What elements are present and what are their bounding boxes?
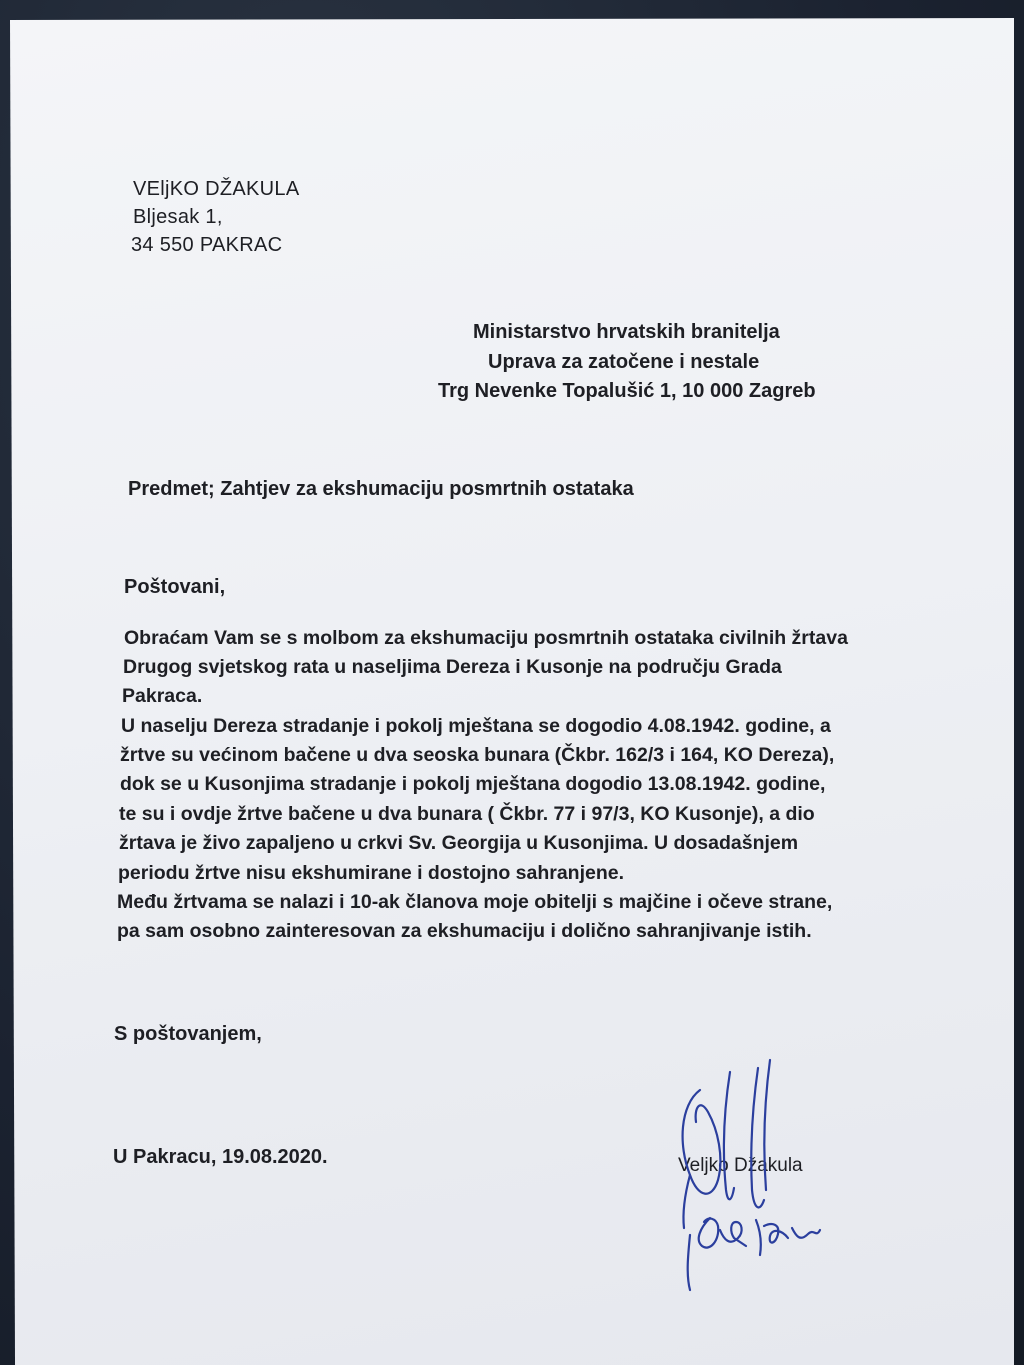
- body-line: Među žrtvama se nalazi i 10-ak članova moje obitelji s majčine i očeve strane,: [117, 891, 833, 913]
- body-line: periodu žrtve nisu ekshumirane i dostojno sahranjene.: [118, 862, 625, 884]
- body-line: te su i ovdje žrtve bačene u dva bunara ( Čkbr. 77 i 97/3, KO Kusonje), a dio: [119, 803, 815, 825]
- salutation: Poštovani,: [124, 576, 226, 598]
- body-line: U naselju Dereza stradanje i pokolj mještana se dogodio 4.08.1942. godine, a: [121, 715, 831, 737]
- body-line: pa sam osobno zainteresovan za ekshumaciju i dolično sahranjivanje istih.: [117, 920, 812, 942]
- letter-subject: Predmet; Zahtjev za ekshumaciju posmrtnih ostataka: [128, 478, 634, 500]
- place-date: U Pakracu, 19.08.2020.: [113, 1146, 328, 1168]
- body-line: žrtve su većinom bačene u dva seoska bunara (Čkbr. 162/3 i 164, KO Dereza),: [120, 744, 835, 766]
- sender-street: Bljesak 1,: [133, 206, 223, 228]
- signature-printed-name: Veljko Džakula: [678, 1155, 803, 1176]
- body-line: žrtava je živo zapaljeno u crkvi Sv. Georgija u Kusonjima. U dosadašnjem: [119, 832, 799, 854]
- recipient-ministry: Ministarstvo hrvatskih branitelja: [473, 321, 780, 343]
- closing: S poštovanjem,: [114, 1023, 262, 1045]
- body-line: dok se u Kusonjima stradanje i pokolj mještana dogodio 13.08.1942. godine,: [120, 773, 826, 795]
- body-line: Drugog svjetskog rata u naseljima Dereza i Kusonje na području Grada: [123, 656, 782, 678]
- sender-name: VEljKO DŽAKULA: [133, 178, 300, 200]
- body-line: Obraćam Vam se s molbom za ekshumaciju posmrtnih ostataka civilnih žrtava: [124, 627, 848, 649]
- recipient-department: Uprava za zatočene i nestale: [488, 351, 760, 373]
- handwritten-signature: [660, 1050, 840, 1295]
- body-line: Pakraca.: [122, 685, 203, 707]
- sender-city: 34 550 PAKRAC: [131, 234, 283, 256]
- recipient-address: Trg Nevenke Topalušić 1, 10 000 Zagreb: [438, 380, 816, 402]
